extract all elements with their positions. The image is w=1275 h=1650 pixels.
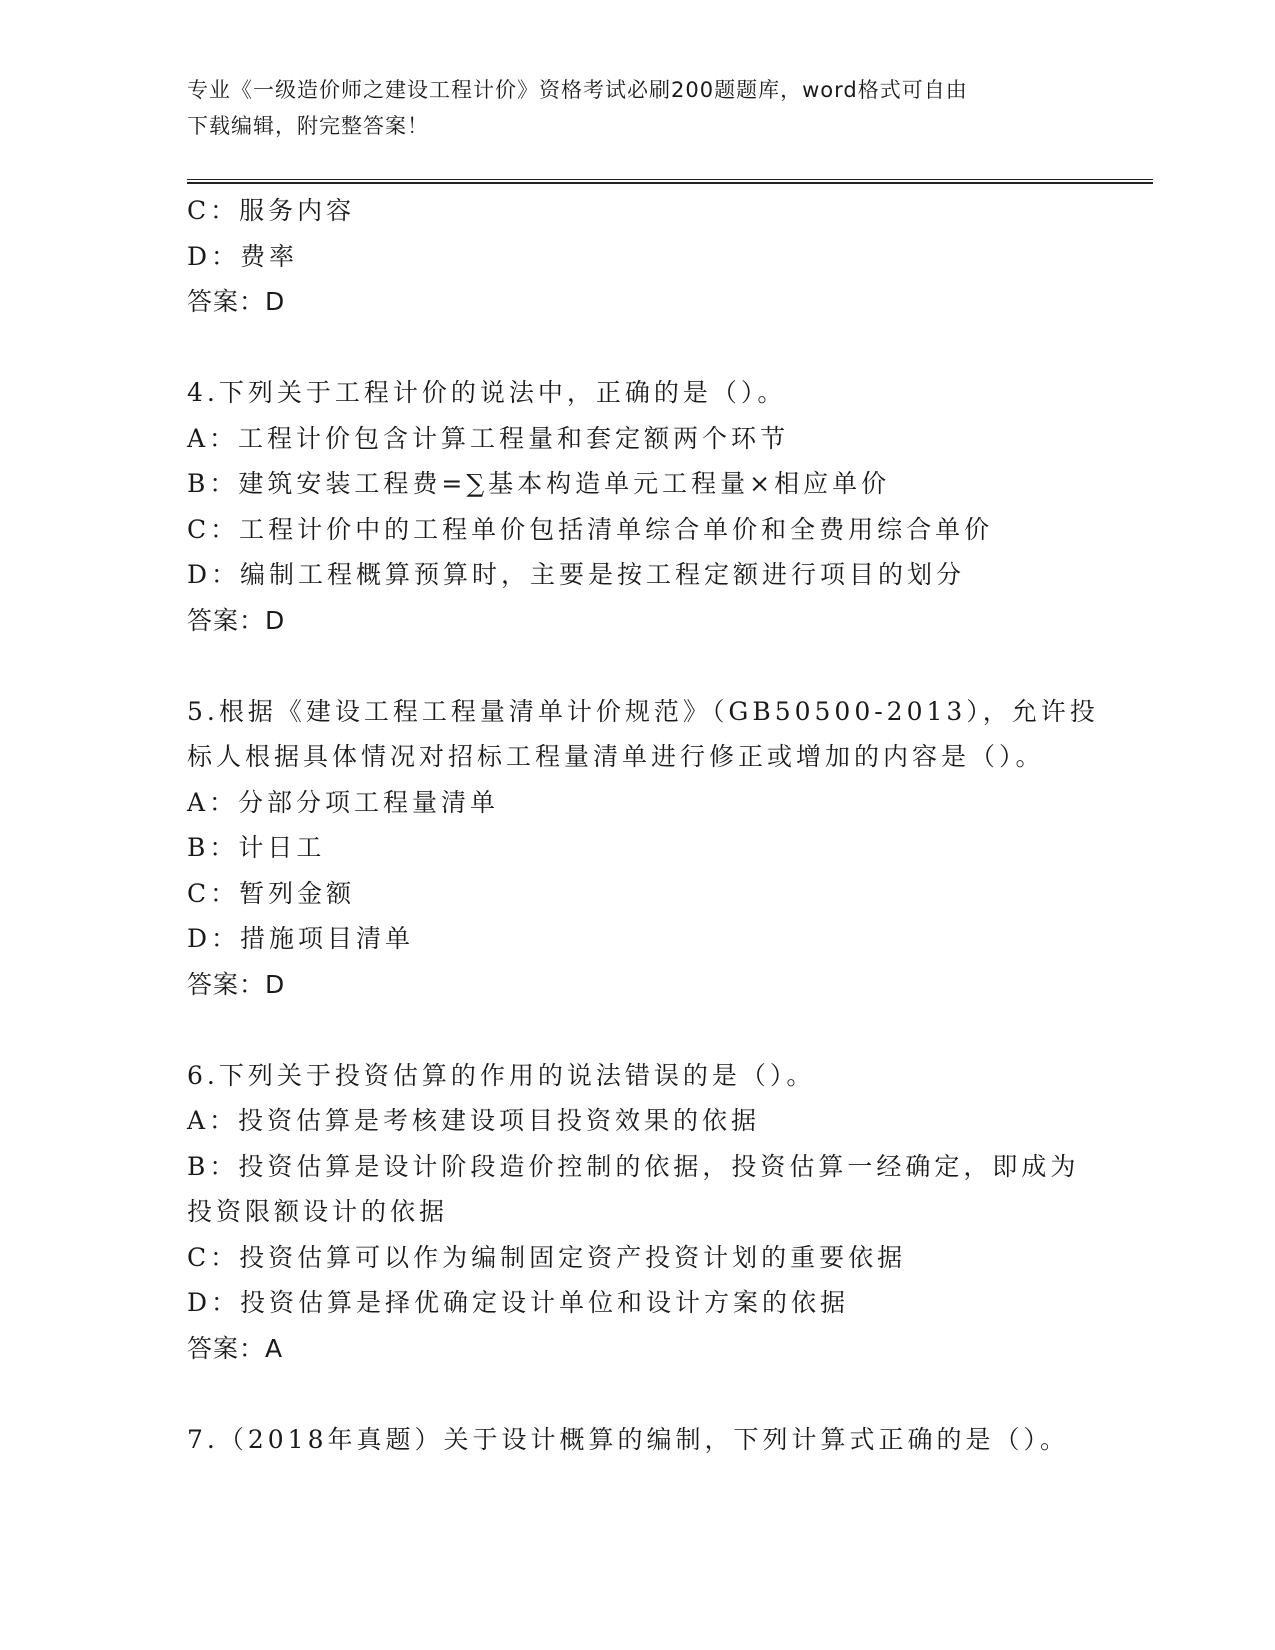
spacer bbox=[187, 1007, 1087, 1053]
option-a: A：工程计价包含计算工程量和套定额两个环节 bbox=[187, 423, 790, 453]
option-a: A：分部分项工程量清单 bbox=[187, 787, 500, 817]
option-b: B：建筑安装工程费=∑基本构造单元工程量×相应单价 bbox=[187, 469, 891, 498]
question-text: 7.（2018年真题）关于设计概算的编制，下列计算式正确的是（）。 bbox=[187, 1424, 1069, 1454]
document-header bbox=[187, 72, 1087, 144]
answer: 答案：D bbox=[187, 969, 286, 999]
question-7 bbox=[187, 1417, 1087, 1463]
question-text-line-1: 5.根据《建设工程工程量清单计价规范》（GB50500-2013），允许投 bbox=[187, 696, 1099, 726]
option-d: D：措施项目清单 bbox=[187, 924, 415, 953]
option-c: C：暂列金额 bbox=[187, 878, 356, 908]
option-b: B：计日工 bbox=[187, 833, 326, 862]
spacer bbox=[187, 325, 1087, 371]
question-text: 6.下列关于投资估算的作用的说法错误的是（）。 bbox=[187, 1060, 816, 1090]
question-text: 4.下列关于工程计价的说法中，正确的是（）。 bbox=[187, 378, 787, 407]
header-line-1: 专业《一级造价师之建设工程计价》资格考试必刷200题题库，word格式可自由 bbox=[187, 78, 968, 102]
option-c: C：工程计价中的工程单价包括清单综合单价和全费用综合单价 bbox=[187, 514, 994, 544]
option-c: C：服务内容 bbox=[187, 196, 356, 225]
question-4 bbox=[187, 370, 1087, 643]
option-d: D：投资估算是择优确定设计单位和设计方案的依据 bbox=[187, 1288, 850, 1317]
answer: 答案：A bbox=[187, 1333, 284, 1363]
question-list bbox=[187, 188, 1099, 1462]
answer: 答案：D bbox=[187, 605, 286, 635]
question-3-tail bbox=[187, 188, 1087, 325]
header-divider-thick bbox=[187, 182, 1153, 184]
question-5 bbox=[187, 689, 1099, 1008]
option-d: D：编制工程概算预算时，主要是按工程定额进行项目的划分 bbox=[187, 560, 966, 589]
header-line-2: 下载编辑，附完整答案！ bbox=[187, 114, 429, 138]
option-d: D：费率 bbox=[187, 241, 299, 271]
question-text-line-2: 标人根据具体情况对招标工程量清单进行修正或增加的内容是（）。 bbox=[187, 742, 1045, 771]
header-divider-thin bbox=[187, 179, 1153, 180]
option-a: A：投资估算是考核建设项目投资效果的依据 bbox=[187, 1106, 761, 1135]
answer: 答案：D bbox=[187, 287, 286, 316]
option-b-line-2: 投资限额设计的依据 bbox=[187, 1197, 449, 1226]
spacer bbox=[187, 643, 1087, 689]
option-b-line-1: B：投资估算是设计阶段造价控制的依据，投资估算一经确定，即成为 bbox=[187, 1151, 1080, 1181]
question-6 bbox=[187, 1053, 1087, 1372]
option-c: C：投资估算可以作为编制固定资产投资计划的重要依据 bbox=[187, 1242, 907, 1272]
spacer bbox=[187, 1371, 1087, 1417]
